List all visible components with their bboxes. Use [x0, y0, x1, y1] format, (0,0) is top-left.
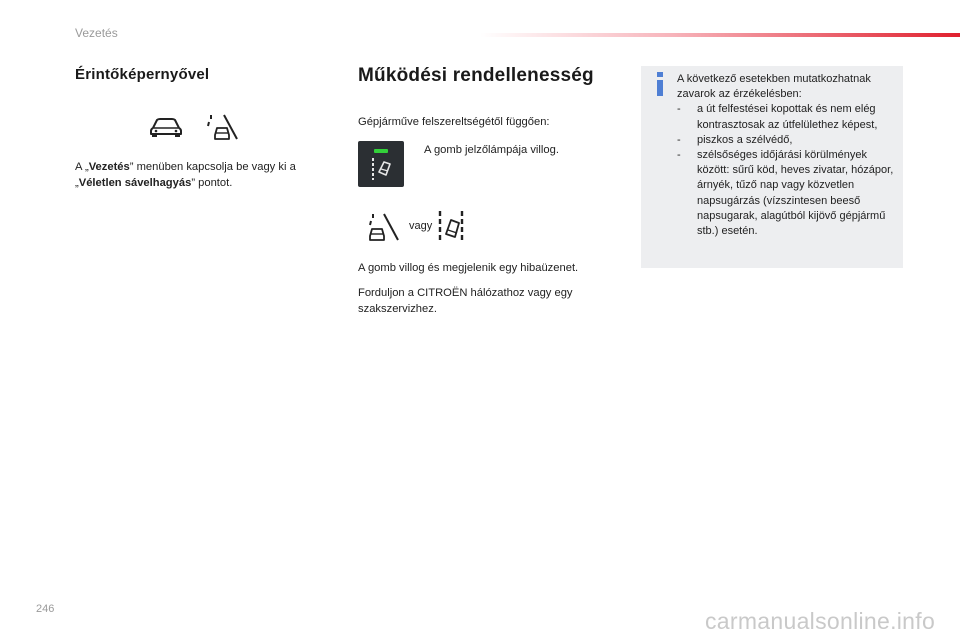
info-box: [641, 66, 903, 268]
service-advice: Forduljon a CITROËN hálózathoz vagy egy szakszervizhez.: [358, 287, 573, 315]
malfunction-heading: Működési rendellenesség: [358, 65, 594, 86]
button-indicator-led: [374, 149, 388, 153]
header-accent-bar: [480, 33, 960, 37]
watermark: carmanualsonline.info: [705, 608, 936, 634]
fault-message-note: A gomb villog és megjelenik egy hibaüzenet.: [358, 262, 579, 274]
car-icon: [148, 116, 184, 138]
info-intro: A következő esetekben mutatkozhatnak zavarok az érzékelésben:: [677, 73, 871, 101]
lane-departure-icon: [367, 212, 401, 242]
lane-car-icon: [368, 156, 394, 182]
list-item: - piszkos a szélvédő,: [677, 133, 793, 146]
list-item: - a út felfestései kopottak és nem elég kontrasztosak az útfelülethez képest,: [677, 103, 878, 131]
touchscreen-heading: Érintőképernyővel: [75, 66, 210, 83]
button-led-description: A gomb jelzőlámpája villog.: [424, 144, 559, 156]
section-title: Vezetés: [75, 26, 118, 40]
lane-departure-icon: [205, 113, 239, 141]
page-number: 246: [36, 603, 55, 615]
info-text: [677, 72, 899, 239]
info-icon: [654, 72, 666, 94]
touchscreen-instruction: A „Vezetés” menüben kapcsolja be vagy ki a „Véletlen sávelhagyás” pontot.: [75, 161, 296, 189]
lane-assist-button-image: [358, 141, 404, 187]
list-item: - szélsőséges időjárási körülmények között: sűrű köd, heves zivatar, hózápor, árnyék, tűző nap vagy közvetlen napsugárzás (vízszintesen beeső napsugarak, alagútból kijövő gépjármű stb.) esetén.: [677, 149, 894, 238]
or-label: vagy: [409, 220, 433, 232]
lane-car-icon: [436, 209, 466, 245]
equipment-note: Gépjárműve felszereltségétől függően:: [358, 116, 550, 128]
